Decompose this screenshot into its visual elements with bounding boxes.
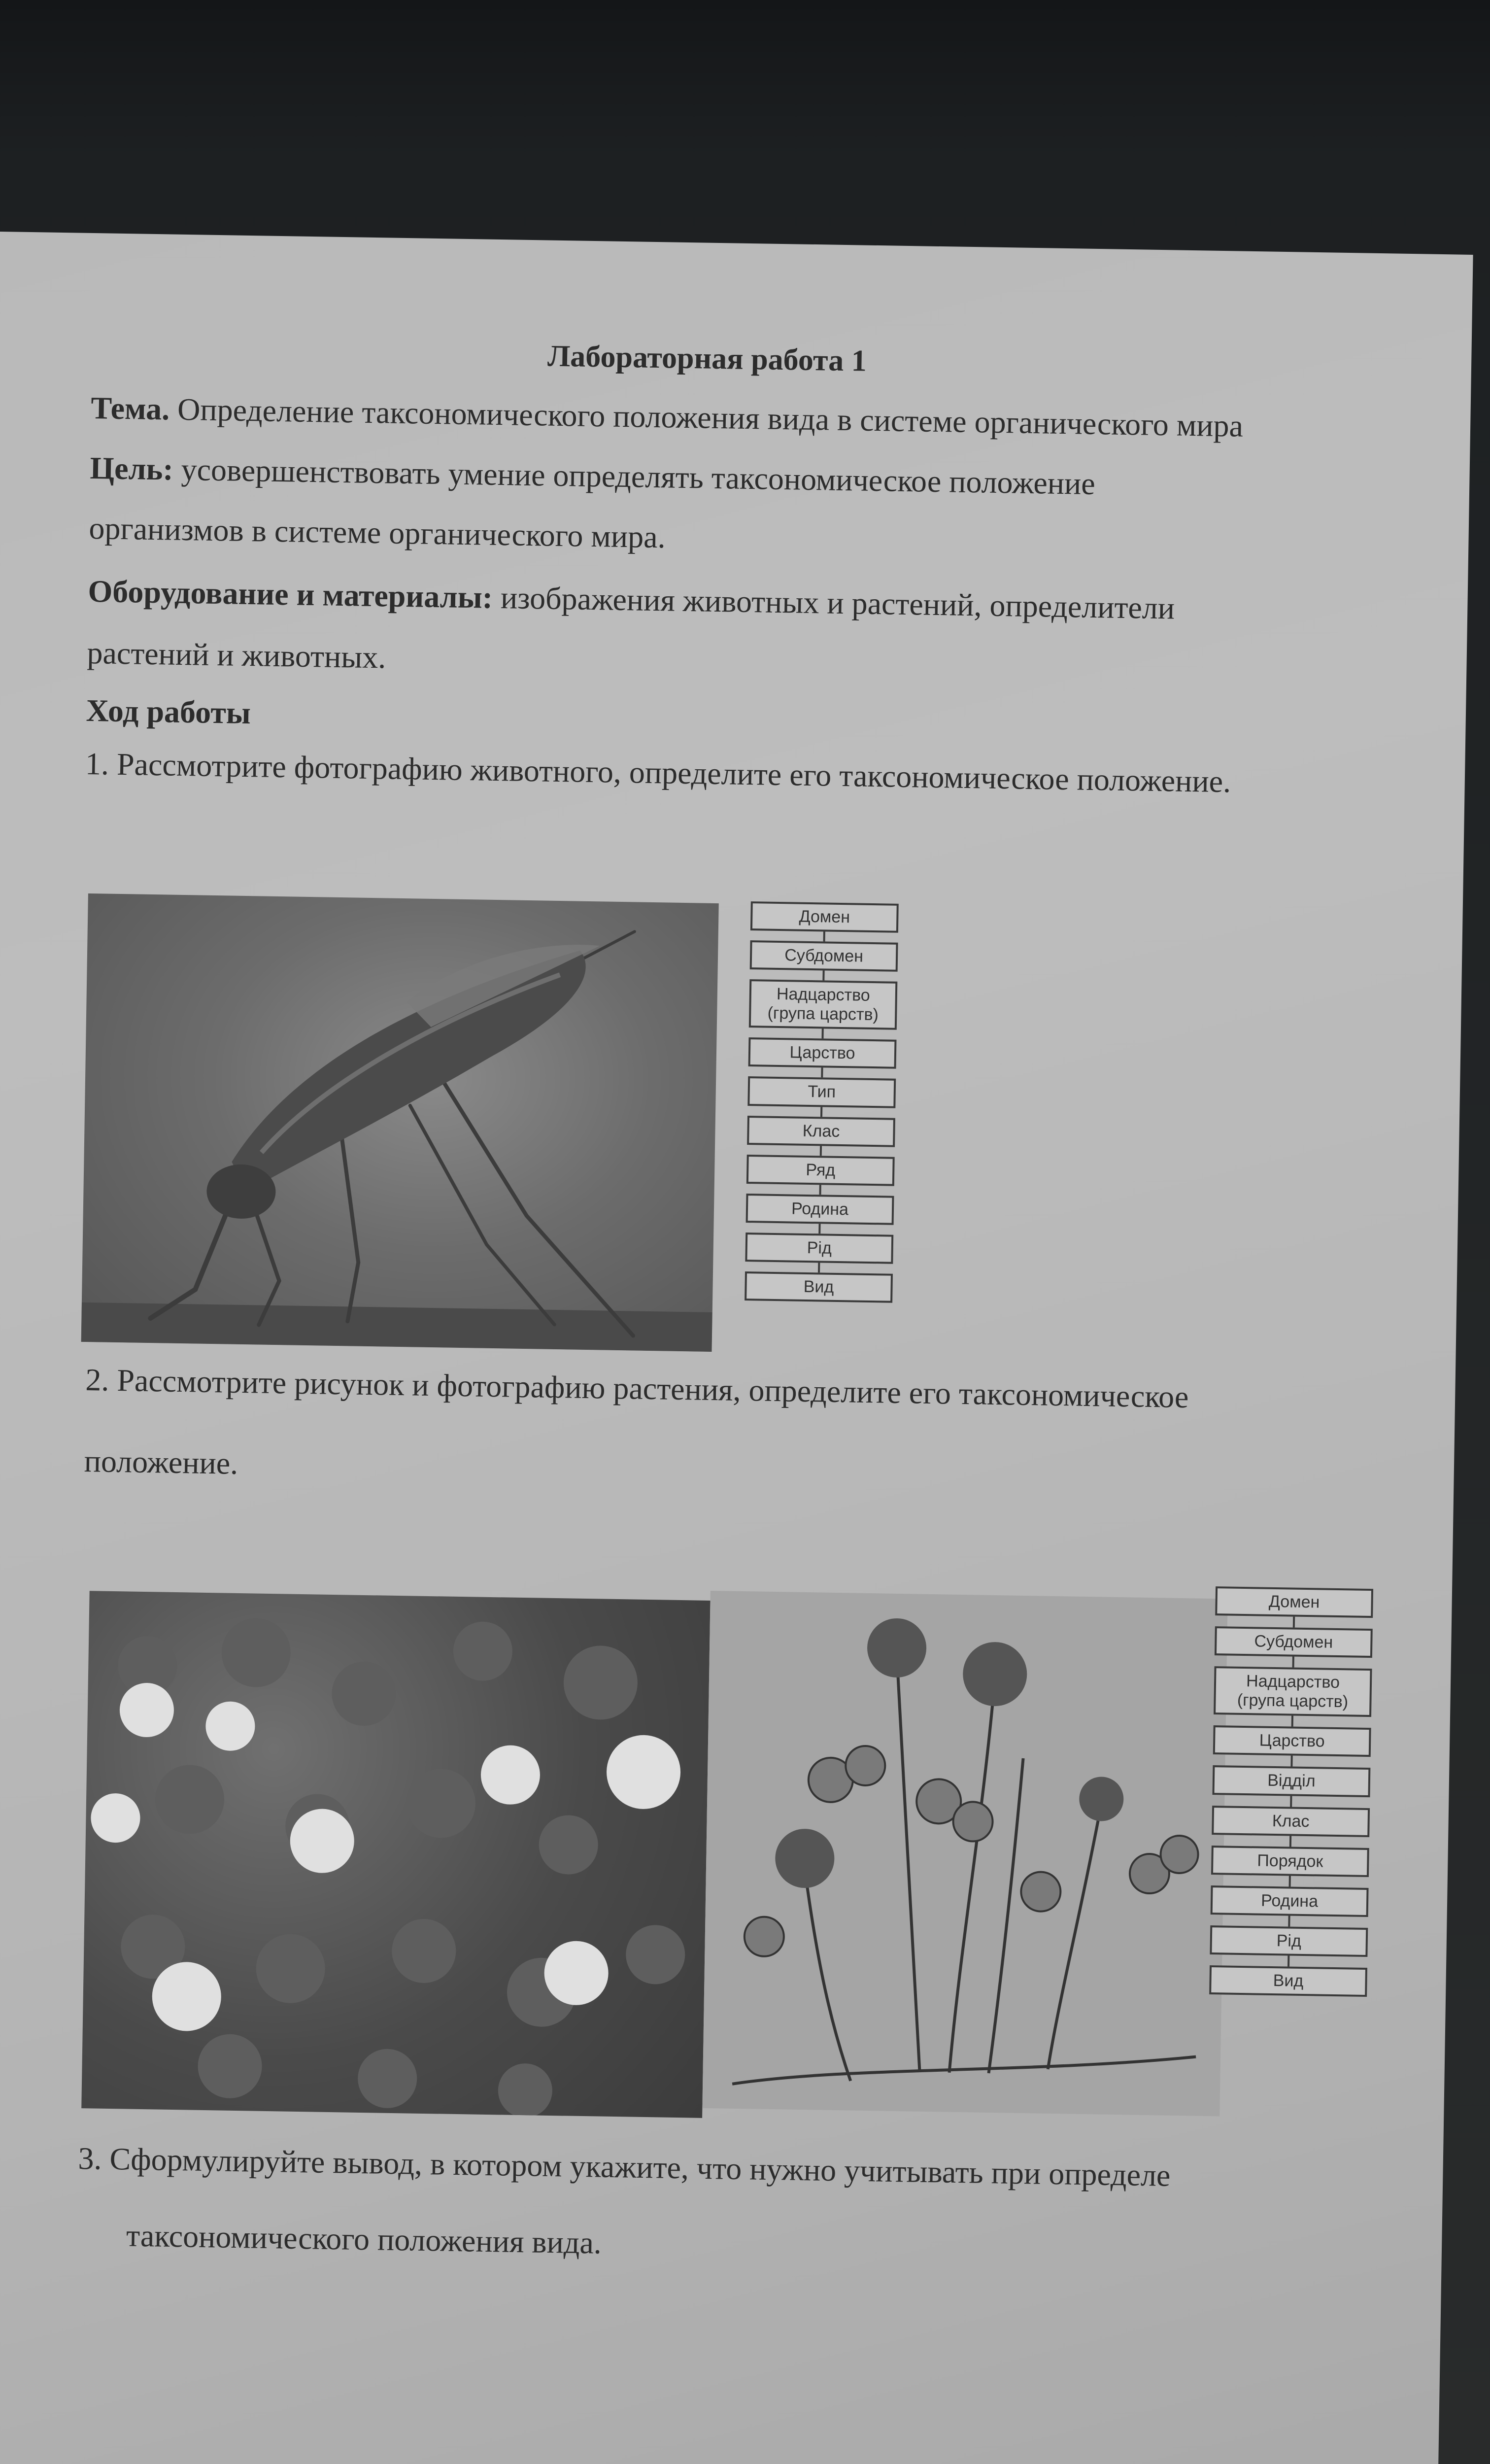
taxonomy-chart-plant	[1209, 1586, 1373, 1997]
connector	[819, 1185, 821, 1195]
connector	[821, 1029, 823, 1039]
goal-line-continued: организмов в системе органического мира.	[89, 510, 666, 555]
task-1: 1. Рассмотрите фотографию животного, определите его таксономическое положение.	[85, 746, 1231, 799]
taxon-genus: Рід	[1210, 1925, 1368, 1957]
taxon-genus: Рід	[745, 1232, 893, 1264]
taxon-superkingdom-label: Надцарство	[1246, 1672, 1340, 1692]
connector	[823, 932, 825, 942]
clover-photo-illustration	[81, 1591, 710, 2118]
equipment-line	[88, 573, 1175, 627]
taxon-order: Порядок	[1211, 1846, 1369, 1877]
connector	[820, 1146, 822, 1156]
connector	[1292, 1657, 1294, 1668]
taxon-subdomain: Субдомен	[1215, 1626, 1373, 1658]
taxon-kingdom: Царство	[748, 1037, 897, 1069]
clover-drawing	[702, 1591, 1227, 2116]
clover-photo	[81, 1591, 710, 2118]
clover-drawing-illustration	[702, 1591, 1227, 2116]
taxon-phylum: Тип	[747, 1077, 896, 1108]
taxon-species: Вид	[1209, 1965, 1367, 1997]
taxon-family: Родина	[1211, 1885, 1369, 1917]
connector	[1288, 1916, 1290, 1926]
task-2: 2. Рассмотрите рисунок и фотографию растения, определите его таксономическое	[85, 1362, 1189, 1415]
taxon-division: Відділ	[1212, 1766, 1370, 1797]
goal-label: Цель:	[89, 450, 174, 487]
taxon-superkingdom	[749, 979, 898, 1030]
taxon-kingdom: Царство	[1213, 1725, 1371, 1757]
connector	[1290, 1756, 1292, 1767]
topic-line	[91, 390, 1244, 445]
topic-label: Тема.	[90, 390, 170, 427]
connector	[1287, 1955, 1289, 1966]
mosquito-illustration	[81, 893, 719, 1352]
taxon-domain: Домен	[1215, 1586, 1373, 1618]
taxon-species: Вид	[745, 1271, 893, 1303]
task-3: 3. Сформулируйте вывод, в котором укажите, что нужно учитывать при определе	[78, 2140, 1171, 2193]
connector	[1290, 1796, 1292, 1807]
taxon-class: Клас	[1212, 1806, 1370, 1837]
connector	[822, 971, 824, 981]
equipment-label: Оборудование и материалы:	[88, 573, 493, 615]
equipment-line-continued: растений и животных.	[87, 635, 386, 675]
procedure-heading: Ход работы	[86, 692, 251, 731]
connector	[818, 1224, 820, 1233]
document-title: Лабораторная работа 1	[547, 339, 867, 378]
connector	[1289, 1876, 1291, 1886]
connector	[818, 1263, 820, 1272]
mosquito-photo	[81, 893, 719, 1352]
connector	[821, 1068, 823, 1078]
connector	[1289, 1836, 1291, 1847]
taxonomy-chart-animal	[745, 901, 899, 1303]
connector	[1291, 1716, 1293, 1727]
taxon-superkingdom-label: Надцарство	[776, 985, 871, 1005]
task-2-continued: положение.	[84, 1443, 238, 1481]
goal-text: усовершенствовать умение определять таксономическое положение	[173, 451, 1096, 501]
connector	[1293, 1617, 1295, 1628]
task-3-continued: таксономического положения вида.	[126, 2218, 602, 2260]
goal-line	[90, 450, 1095, 502]
taxon-order: Ряд	[746, 1155, 895, 1186]
equipment-text: изображения животных и растений, определители	[492, 580, 1175, 626]
taxon-superkingdom-note: (група царств)	[767, 1003, 879, 1025]
taxon-family: Родина	[746, 1194, 894, 1225]
worksheet-page	[0, 232, 1473, 2464]
taxon-class: Клас	[747, 1116, 895, 1147]
taxon-superkingdom	[1214, 1666, 1372, 1717]
topic-text: Определение таксономического положения вида в системе органического мира	[169, 391, 1244, 444]
taxon-superkingdom-note: (група царств)	[1237, 1691, 1349, 1711]
connector	[820, 1107, 822, 1117]
taxon-subdomain: Субдомен	[750, 940, 898, 972]
taxon-domain: Домен	[750, 901, 899, 933]
